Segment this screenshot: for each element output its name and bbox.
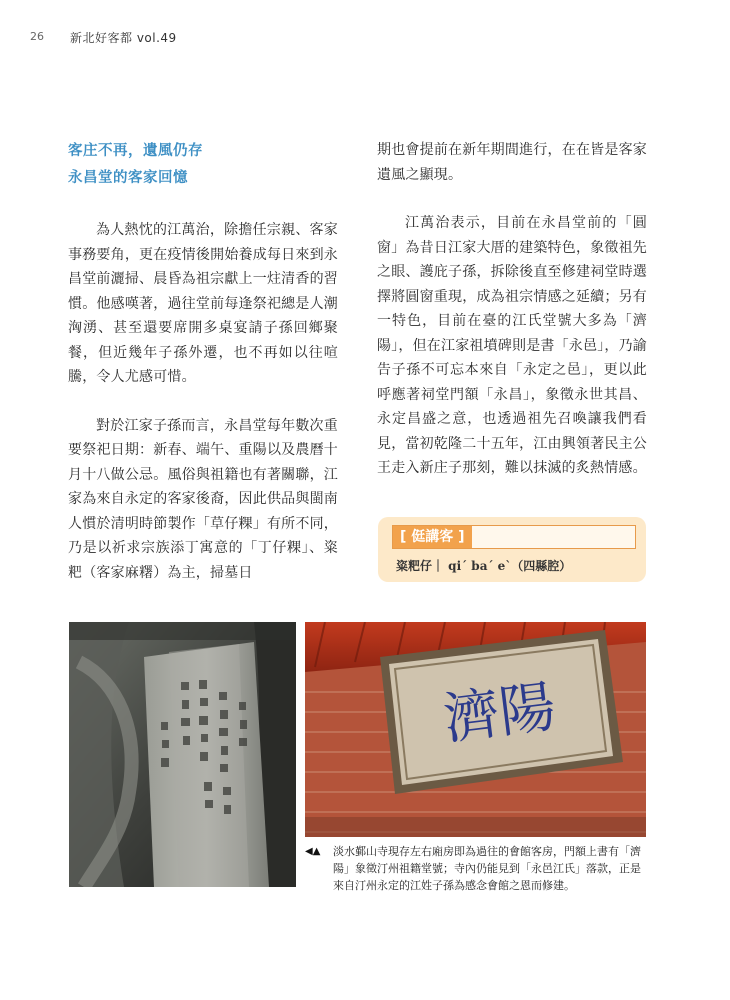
- plaque-photo: [305, 622, 646, 837]
- glossary-box: [378, 517, 646, 582]
- paragraph-2-continued: 期也會提前在新年期間進行，在在皆是客家遺風之顯現。: [377, 142, 647, 183]
- article-right-column: [377, 138, 647, 481]
- section-heading-line2: 永昌堂的客家回憶: [68, 170, 188, 186]
- glossary-tag-label: [ 侹講客 ]: [393, 526, 472, 548]
- section-heading: [68, 138, 338, 192]
- page-number: 26: [30, 30, 44, 43]
- stone-stele-photo: [69, 622, 296, 887]
- plaque-text: 濟陽: [440, 674, 560, 753]
- article-left-column: [68, 138, 338, 585]
- section-heading-line1: 客庄不再，遺風仍存: [68, 143, 203, 159]
- photo-caption: [305, 843, 648, 894]
- caption-arrow-icon: ◀▲: [305, 846, 321, 857]
- paragraph-3: 江萬治表示，目前在永昌堂前的「圓窗」為昔日江家大厝的建築特色，象徵祖先之眼、護庇子孫，拆除後直至修建祠堂時選擇將圓窗重現，成為祖宗情感之延續；另有一特色，目前在臺的江氏堂號大多為「濟陽」，但在江家祖墳碑則是書「永邑」，乃諭告子孫不可忘本來自「永定之邑」，更以此呼應著祠堂門額「永昌」，象徵永世其昌、永定昌盛之意，也透過祖先召喚讓我們看見，當初乾隆二十五年，江由興領著民主公王走入新庄子那刻，難以抹滅的炙熱情感。: [377, 215, 647, 476]
- plaque-image: [305, 622, 646, 837]
- stone-stele-image: [69, 622, 296, 887]
- paragraph-1: 為人熱忱的江萬治，除擔任宗親、客家事務要角，更在疫情後開始養成每日來到永昌堂前灑掃、晨昏為祖宗獻上一炷清香的習慣。他感嘆著，過往堂前每逢祭祀總是人潮洶湧、甚至還要席開多桌宴請子孫回鄉聚餐，但近幾年子孫外遷，也不再如以往喧騰，令人尤感可惜。: [68, 222, 338, 385]
- glossary-tag: [392, 525, 636, 549]
- glossary-term: 粢粑仔｜ qiˊ baˊ eˋ（四縣腔）: [396, 559, 572, 573]
- magazine-title: 新北好客都 vol.49: [70, 31, 177, 45]
- caption-text: 淡水鄞山寺現存左右廂房即為過往的會館客房，門額上書有「濟陽」象徵汀州祖籍堂號；寺內仍能見到「永邑江氏」落款，正是來自汀州永定的江姓子孫為感念會館之恩而修建。: [333, 845, 641, 892]
- paragraph-2: 對於江家子孫而言，永昌堂每年數次重要祭祀日期：新春、端午、重陽以及農曆十月十八做公忌。風俗與祖籍也有著關聯，江家為來自永定的客家後裔，因此供品與閩南人慣於清明時節製作「草仔粿」有所不同，乃是以祈求宗族添丁寓意的「丁仔粿」、粢粑（客家麻糬）為主，掃墓日: [68, 417, 338, 581]
